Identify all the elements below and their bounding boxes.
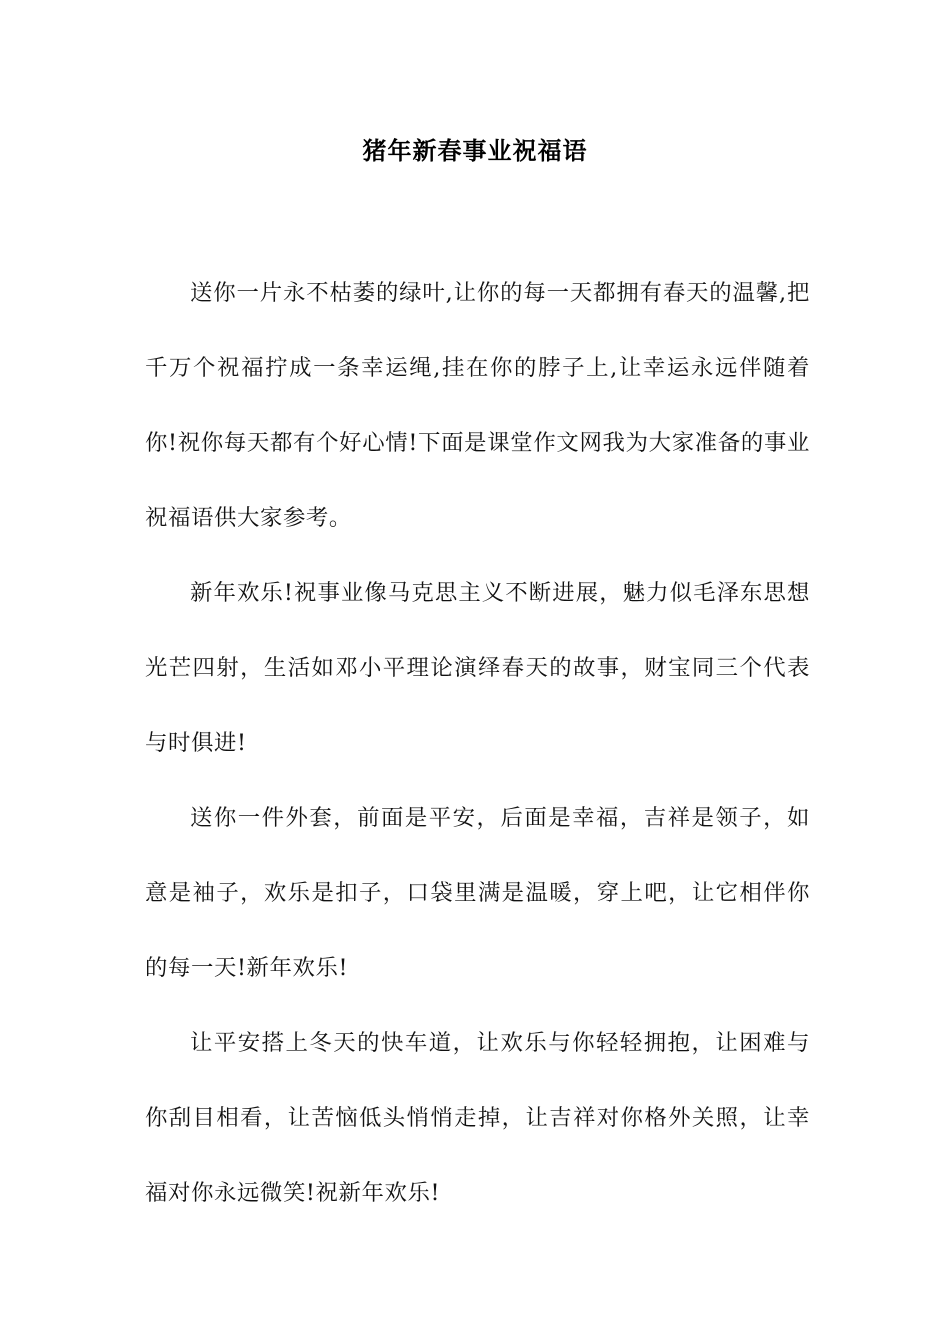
paragraph-1: 送你一片永不枯萎的绿叶,让你的每一天都拥有春天的温馨,把千万个祝福拧成一条幸运绳,挂在你的脖子上,让幸运永远伴随着你!祝你每天都有个好心情!下面是课堂作文网我为大家准备的事业祝福语供大家参考。 <box>145 280 810 531</box>
document-body <box>145 256 810 1231</box>
paragraph-2: 新年欢乐!祝事业像马克思主义不断进展，魅力似毛泽东思想光芒四射，生活如邓小平理论演绎春天的故事，财宝同三个代表与时俱进! <box>145 580 810 756</box>
paragraph-4: 让平安搭上冬天的快车道，让欢乐与你轻轻拥抱，让困难与你刮目相看，让苦恼低头悄悄走掉，让吉祥对你格外关照，让幸福对你永远微笑!祝新年欢乐! <box>145 1030 810 1206</box>
document-title: 猪年新春事业祝福语 <box>362 137 588 165</box>
paragraph-3: 送你一件外套，前面是平安，后面是幸福，吉祥是领子，如意是袖子，欢乐是扣子，口袋里满是温暖，穿上吧，让它相伴你的每一天!新年欢乐! <box>145 805 810 981</box>
